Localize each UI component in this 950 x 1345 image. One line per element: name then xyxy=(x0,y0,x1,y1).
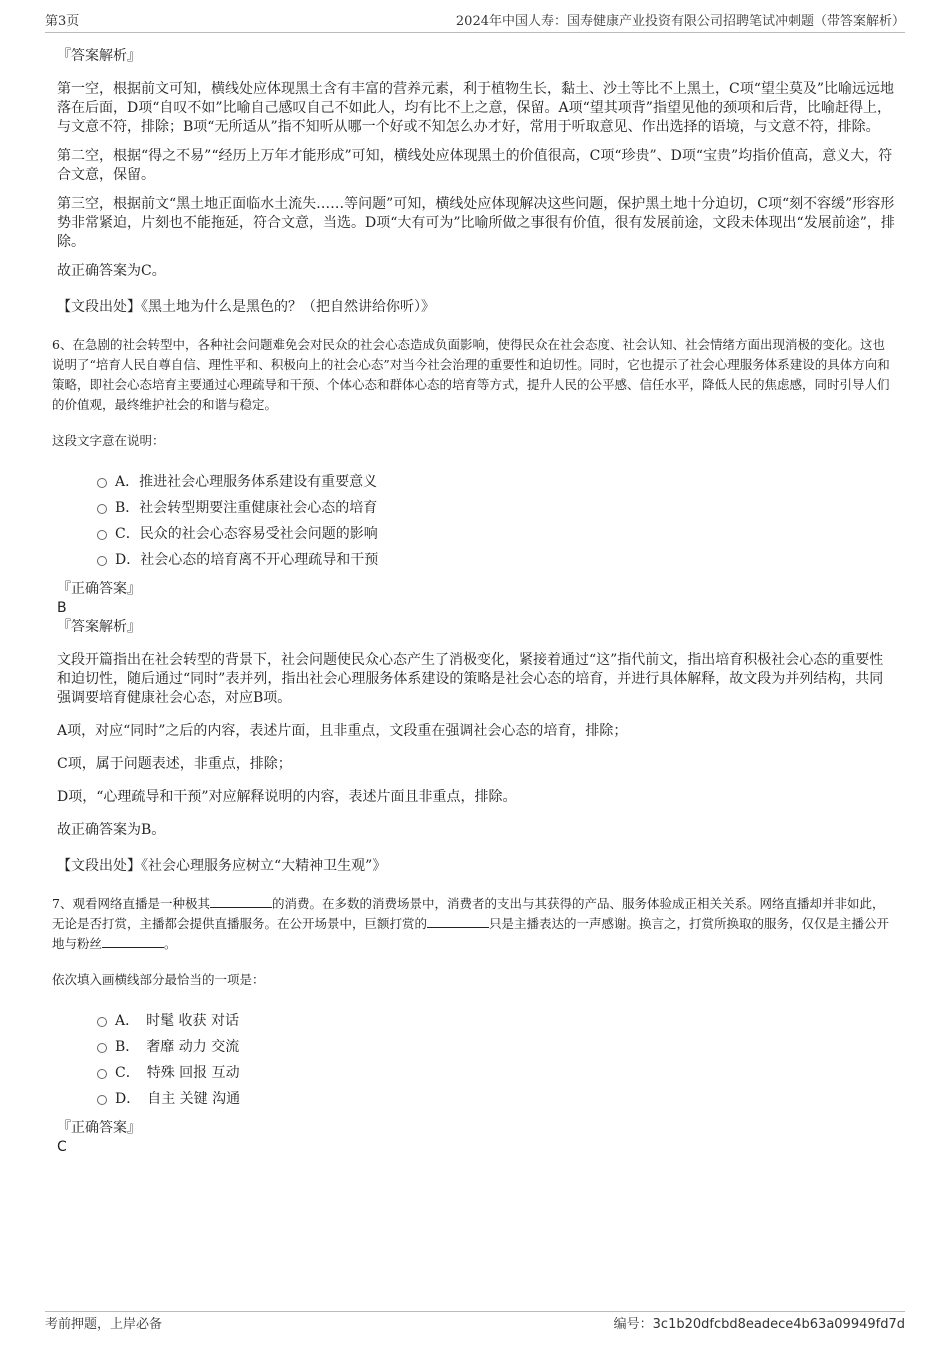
question-7-stem xyxy=(52,894,895,954)
question-6-stem: 6、在急剧的社会转型中，各种社会问题难免会对民众的社会心态造成负面影响，使得民众在社会态度、社会认知、社会情绪方面出现消极的变化。这也说明了“培育人民自尊自信、理性平和、积极向上的社会心态”对当今社会治理的重要性和迫切性。同时，它也提示了社会心理服务体系建设的具体方向和策略，即社会心态培育主要通过心理疏导和干预、个体心态和群体心态的培育等方式，提升人民的公平感、信任水平，降低人民的焦虑感，同时引导人们的价值观，最终维护社会的和谐与稳定。 xyxy=(52,337,890,412)
analysis-conclusion: 故正确答案为B。 xyxy=(57,822,166,838)
question-6-prompt: 这段文字意在说明： xyxy=(52,433,165,448)
page-number: 第3页 xyxy=(45,14,80,29)
option-label: A． 时髦 收获 对话 xyxy=(115,1013,240,1029)
stem-text: 7、观看网络直播是一种极其 xyxy=(52,896,210,911)
correct-answer-tag: 『正确答案』 xyxy=(57,1120,141,1136)
fill-blank xyxy=(210,894,272,908)
radio-icon[interactable] xyxy=(97,478,107,488)
passage-source: 【文段出处】《社会心理服务应树立“大精神卫生观”》 xyxy=(57,858,387,874)
radio-icon[interactable] xyxy=(97,556,107,566)
stem-text: 。 xyxy=(164,936,177,951)
option-b[interactable] xyxy=(95,495,895,521)
correct-answer: C xyxy=(57,1139,67,1155)
stem-text: 的消费。在多数的消费场景中，消费者的支出与其获得的产品、服务体验成正相关关系。网络直播却并非如此，无论是否打赏，主播都会提供直播服务。在公开场景中，巨额打赏的 xyxy=(52,896,885,931)
analysis-paragraph: 文段开篇指出在社会转型的背景下，社会问题使民众心态产生了消极变化，紧接着通过“这”指代前文，指出培育积极社会心态的重要性和迫切性，随后通过“同时”表并列，指出社会心理服务体系建设的策略是社会心态的培育，并进行具体解释，故文段为并列结构，共同强调要培育健康社会心态，对应B项。 xyxy=(57,652,884,706)
radio-icon[interactable] xyxy=(97,504,107,514)
code-value: 3c1b20dfcbd8eadece4b63a09949fd7d xyxy=(652,1317,905,1332)
radio-icon[interactable] xyxy=(97,1017,107,1027)
analysis-paragraph: 第一空，根据前文可知，横线处应体现黑土含有丰富的营养元素，利于植物生长，黏土、沙土等比不上黑土，C项“望尘莫及”比喻远远地落在后面，D项“自叹不如”比喻自己感叹自己不如此人，均有比不上之意，保留。A项“望其项背”指望见他的颈项和后背，比喻赶得上，与文意不符，排除；B项“无所适从”指不知听从哪一个好或不知怎么办才好，常用于听取意见、作出选择的语境，与文意不符，排除。 xyxy=(57,81,895,135)
option-label: B． 奢靡 动力 交流 xyxy=(115,1039,240,1055)
analysis-conclusion: 故正确答案为C。 xyxy=(57,263,166,279)
analysis-paragraph: C项，属于问题表述，非重点，排除； xyxy=(57,756,292,772)
option-c[interactable] xyxy=(95,1060,895,1086)
correct-answer: B xyxy=(57,600,67,616)
radio-icon[interactable] xyxy=(97,530,107,540)
analysis-paragraph: 第三空，根据前文“黑土地正面临水土流失……等问题”可知，横线处应体现解决这些问题，保护黑土地十分迫切，C项“刻不容缓”形容形势非常紧迫，片刻也不能拖延，符合文意，当选。D项“大有可为”比喻所做之事很有价值，很有发展前途，文段未体现出“发展前途”，排除。 xyxy=(57,196,895,250)
document-title: 2024年中国人寿：国寿健康产业投资有限公司招聘笔试冲刺题（带答案解析） xyxy=(455,14,905,29)
option-label: D． 自主 关键 沟通 xyxy=(115,1091,241,1107)
option-label: D．社会心态的培育离不开心理疏导和干预 xyxy=(115,552,379,568)
page-header xyxy=(45,12,905,33)
footer-slogan: 考前押题，上岸必备 xyxy=(45,1317,163,1332)
analysis-tag: 『答案解析』 xyxy=(57,619,141,635)
fill-blank xyxy=(427,914,489,928)
stem-text: 只是主播表达的一声感谢。换言之，打赏所换取的服务，仅仅是主播公开地与粉丝 xyxy=(52,916,890,951)
radio-icon[interactable] xyxy=(97,1095,107,1105)
option-b[interactable] xyxy=(95,1034,895,1060)
fill-blank xyxy=(102,934,164,948)
radio-icon[interactable] xyxy=(97,1043,107,1053)
question-6-options xyxy=(95,469,895,573)
analysis-paragraph: 第二空，根据“得之不易”“经历上万年才能形成”可知，横线处应体现黑土的价值很高，C项“珍贵”、D项“宝贵”均指价值高，意义大，符合文意，保留。 xyxy=(57,148,893,183)
analysis-tag: 『答案解析』 xyxy=(57,48,141,64)
question-7-prompt: 依次填入画横线部分最恰当的一项是： xyxy=(52,972,265,987)
option-d[interactable] xyxy=(95,547,895,573)
document-code xyxy=(614,1316,905,1334)
analysis-paragraph: A项，对应“同时”之后的内容，表述片面，且非重点，文段重在强调社会心态的培育，排除； xyxy=(57,723,628,739)
correct-answer-tag: 『正确答案』 xyxy=(57,581,141,597)
option-a[interactable] xyxy=(95,469,895,495)
option-c[interactable] xyxy=(95,521,895,547)
option-a[interactable] xyxy=(95,1008,895,1034)
radio-icon[interactable] xyxy=(97,1069,107,1079)
code-label: 编号： xyxy=(613,1317,653,1332)
passage-source: 【文段出处】《黑土地为什么是黑色的？（把自然讲给你听）》 xyxy=(57,299,435,315)
option-label: C．民众的社会心态容易受社会问题的影响 xyxy=(115,526,378,542)
page-footer xyxy=(45,1311,905,1332)
option-label: A．推进社会心理服务体系建设有重要意义 xyxy=(115,474,378,490)
page-content xyxy=(52,46,895,1156)
option-label: B．社会转型期要注重健康社会心态的培育 xyxy=(115,500,378,516)
question-7-options xyxy=(95,1008,895,1112)
option-label: C． 特殊 回报 互动 xyxy=(115,1065,240,1081)
analysis-paragraph: D项，“心理疏导和干预”对应解释说明的内容，表述片面且非重点，排除。 xyxy=(57,789,517,805)
option-d[interactable] xyxy=(95,1086,895,1112)
